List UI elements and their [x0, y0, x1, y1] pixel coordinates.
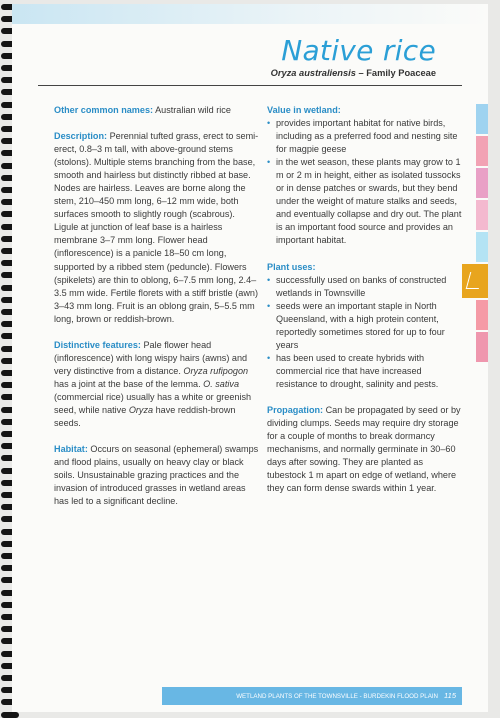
section-tab	[476, 168, 488, 198]
section-tab	[476, 332, 488, 362]
habitat-section	[54, 443, 261, 508]
species-subtitle	[271, 68, 436, 78]
other-names-section	[54, 104, 261, 117]
list-item: • in the wet season, these plants may grow to 1 m or 2 m in height, either as isolated tussocks or in dense patches or swards, but they bend under the weight of mature stalks and seeds, and eventually collapse and dry out. The plant is an important food source and provides an important habitat.	[267, 156, 463, 247]
plant-uses-section	[267, 261, 463, 391]
header-rule	[38, 85, 462, 86]
right-column	[267, 104, 463, 508]
other-names-label: Other common names:	[54, 105, 154, 115]
value-in-wetland-section	[267, 104, 463, 248]
plant-uses-label: Plant uses:	[267, 261, 316, 272]
distinctive-text-3: (commercial rice) usually has a white or greenish seed, while native	[54, 391, 252, 415]
family-name: – Family Poaceae	[355, 68, 436, 78]
value-in-wetland-label: Value in wetland:	[267, 105, 341, 115]
page	[12, 4, 488, 712]
other-names-value: Australian wild rice	[153, 105, 231, 115]
page-number: 115	[444, 691, 456, 700]
section-tab	[476, 200, 488, 230]
habitat-label: Habitat:	[54, 444, 88, 455]
distinctive-text-1: Pale flower head (inflorescence) with long wispy hairs (awns) and very distinctive from a distance.	[54, 339, 248, 376]
distinctive-text-4: have reddish-brown seeds.	[54, 404, 236, 429]
distinctive-italic-2: O. sativa	[203, 378, 240, 389]
value-list	[267, 117, 463, 247]
description-text: Perennial tufted grass, erect to semi-erect, 0.8–3 m tall, with above-ground stems (stolons). Multiple stems branching from the base, smooth and hairless but distinctly ribbed at base. Nodes are hairless. Leaves are borne along the stem, 210–450 mm long, 6–12 mm wide, both surfaces smooth to slightly rough (scabrous). Ligule at junction of leaf base is a hairless membrane 3–7 mm long. Flower head (inflorescence) is a panicle 18–50 cm long, supported by a ribbed stem (peduncle). Flowers (spikelets) are thin to oblong, 6–7.5 mm long, 2.4–3.5 mm wide. Fertile florets with a stiff bristle (awn) 3–43 mm long. Fruit is an oblong grain, 5–5.5 mm long, brown or reddish-brown.	[54, 131, 259, 324]
list-item: • provides important habitat for native birds, including as a preferred food and nesting site for magpie geese	[267, 117, 463, 156]
section-tab	[476, 104, 488, 134]
distinctive-features-section	[54, 339, 261, 430]
description-section	[54, 130, 261, 326]
propagation-text: Can be propagated by seed or by dividing clumps. Seeds may require dry storage for a couple of months to break dormancy mechanisms, and normally germinate in 30–60 days after sowing. They are planted as tubestock 1 m apart on edge of wetland, where they can form dense swards within 1 year.	[267, 404, 461, 494]
species-name: Oryza australiensis	[270, 68, 356, 78]
section-tab	[476, 300, 488, 330]
list-item: • has been used to create hybrids with commercial rice that have increased resistance to drought, salinity and pests.	[267, 352, 463, 391]
list-item: • successfully used on banks of constructed wetlands in Townsville	[267, 274, 463, 300]
section-tab	[476, 232, 488, 262]
distinctive-italic-1: Oryza rufipogon	[183, 365, 249, 376]
footer-text: WETLAND PLANTS OF THE TOWNSVILLE - BURDEKIN FLOOD PLAIN	[236, 693, 439, 700]
distinctive-text-2: has a joint at the base of the lemma.	[54, 378, 204, 389]
footer-band	[162, 687, 462, 705]
uses-list	[267, 274, 463, 391]
section-tabs	[476, 104, 488, 364]
page-title: Native rice	[281, 34, 436, 67]
top-color-band	[12, 4, 488, 24]
left-column	[54, 104, 261, 521]
list-item: • seeds were an important staple in North Queensland, with a high protein content, reportedly sometimes stored for up to four years	[267, 300, 463, 352]
distinctive-features-label: Distinctive features:	[54, 339, 141, 350]
habitat-text: Occurs on seasonal (ephemeral) swamps and flood plains, usually on heavy clay or black soils. Unsustainable grazing practices and the invasion of introduced grasses in wetland areas has led to a significant decline.	[54, 444, 259, 507]
description-label: Description:	[54, 131, 108, 142]
active-section-tab	[462, 264, 488, 298]
distinctive-italic-3: Oryza	[128, 404, 154, 415]
propagation-section	[267, 404, 463, 495]
propagation-label: Propagation:	[267, 404, 324, 415]
section-tab	[476, 136, 488, 166]
